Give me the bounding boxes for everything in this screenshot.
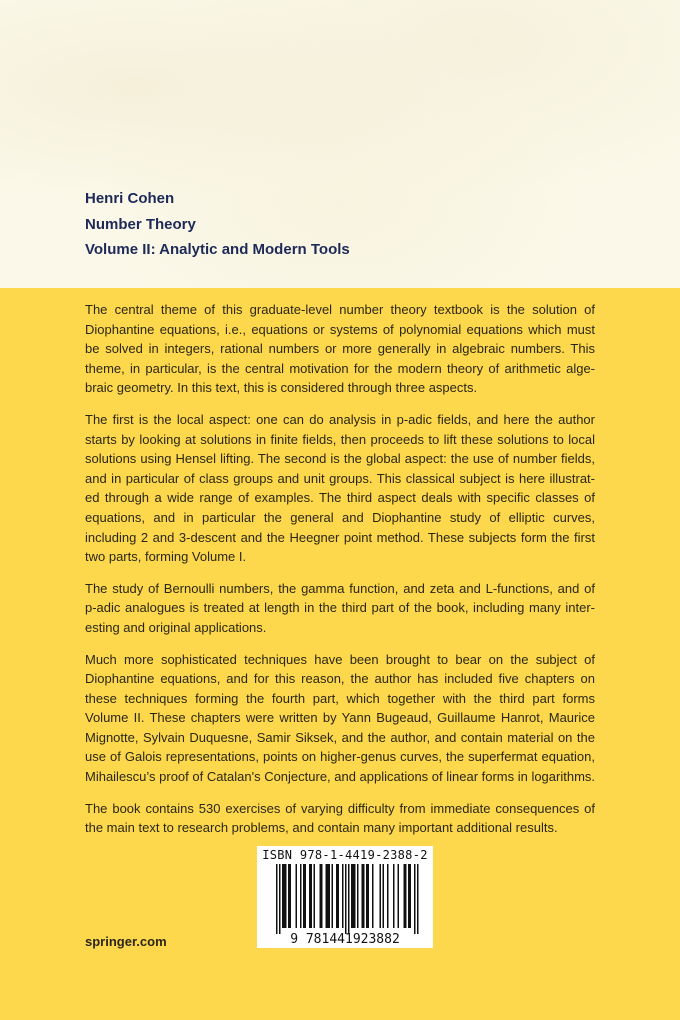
blurb-paragraph <box>85 579 595 638</box>
barcode-bar <box>303 864 305 928</box>
text-line <box>85 689 595 709</box>
text-line <box>85 449 595 469</box>
book-subtitle: Volume II: Analytic and Modern Tools <box>85 241 350 258</box>
barcode-bar <box>348 864 350 934</box>
barcode-bar <box>408 864 410 928</box>
barcode-bar <box>327 864 329 928</box>
barcode-bar <box>353 864 355 928</box>
text-line <box>85 579 595 599</box>
blurb-paragraph <box>85 799 595 838</box>
barcode-digits: 9 781441923882 <box>290 932 400 947</box>
text-line-content: two parts, forming Volume I. <box>85 549 247 565</box>
text-line-content: be solved in integers, rational numbers or more generally in algebraic numbers. This <box>85 341 595 357</box>
text-line-content: The study of Bernoulli numbers, the gamma function, and zeta and L-functions, and of <box>85 580 595 596</box>
text-line <box>85 430 595 450</box>
barcode-bar <box>342 864 344 928</box>
text-line-content: The central theme of this graduate-level number theory textbook is the solution of <box>85 302 595 317</box>
text-line <box>85 618 595 638</box>
text-line <box>85 359 595 379</box>
barcode-bar <box>300 864 302 928</box>
blurb-paragraph <box>85 300 595 398</box>
text-line-content: Volume II. These chapters were written by Yann Bugeaud, Guillaume Hanrot, Maurice <box>85 710 595 726</box>
text-line-content: Mihailescu’s proof of Catalan's Conjecture, and applications of linear forms in logarithms. <box>85 769 595 785</box>
text-line-content: solutions using Hensel lifting. The second is the global aspect: the use of number fields, <box>85 451 595 467</box>
barcode-bar <box>276 864 278 934</box>
barcode-bar <box>296 864 298 928</box>
barcode-bar <box>336 864 338 928</box>
text-line <box>85 528 595 548</box>
text-line <box>85 818 595 838</box>
barcode-bar <box>288 864 290 928</box>
barcode-bar <box>404 864 406 928</box>
text-line <box>85 320 595 340</box>
text-line-content: Diophantine equations, i.e., equations or systems of polynomial equations which must <box>85 321 595 337</box>
barcode-bar <box>372 864 374 928</box>
barcode-bar <box>414 864 416 934</box>
barcode-bar <box>357 864 359 928</box>
text-line <box>85 378 595 398</box>
barcode-bar <box>311 864 313 928</box>
barcode-bar <box>351 864 353 928</box>
text-line-content: the main text to research problems, and contain many important additional results. <box>85 820 558 836</box>
text-line-content: equations, and in particular the general and Diophantine study of elliptic curves, <box>85 509 595 525</box>
text-line <box>85 547 595 567</box>
barcode-bar <box>326 864 328 928</box>
text-line <box>85 708 595 728</box>
text-line <box>85 728 595 748</box>
barcode-bar <box>393 864 395 928</box>
text-line <box>85 469 595 489</box>
text-line-content: Diophantine equations, and for this reason, the author has included five chapters on <box>85 671 595 687</box>
text-line <box>85 747 595 767</box>
barcode-bar <box>398 864 400 928</box>
barcode-bar <box>405 864 407 928</box>
barcode-bar <box>320 864 322 928</box>
barcode-bar <box>321 864 323 928</box>
barcode-bar <box>329 864 331 928</box>
barcode-bar <box>305 864 307 928</box>
barcode-bar <box>309 864 311 928</box>
text-line <box>85 669 595 689</box>
text-line-content: starts by looking at solutions in finite fields, then proceeds to lift these solutions to local <box>85 431 595 447</box>
barcode-bar <box>279 864 281 934</box>
text-line-content: Mignotte, Sylvain Duquesne, Samir Siksek, and the author, and contain material on the <box>85 729 595 745</box>
text-line-content: Much more sophisticated techniques have been brought to bear on the subject of <box>85 651 595 667</box>
text-line-content: ed through a wide range of examples. The third aspect deals with specific classes of <box>85 490 595 506</box>
text-line <box>85 508 595 528</box>
book-title: Number Theory <box>85 215 196 233</box>
text-line-content: use of Galois representations, points on higher-genus curves, the superfermat equation, <box>85 749 595 765</box>
text-line-content: p-adic analogues is treated at length in the third part of the book, including many inter- <box>85 600 595 616</box>
text-line <box>85 300 595 320</box>
barcode-bar <box>366 864 368 928</box>
text-line-content: including 2 and 3-descent and the Heegner point method. These subjects form the first <box>85 529 595 545</box>
text-line <box>85 410 595 430</box>
barcode-bar <box>362 864 364 928</box>
barcode-bar <box>285 864 287 928</box>
text-line-content: and in particular of class groups and unit groups. This classical subject is here illustrat- <box>85 470 595 486</box>
text-line-content: The book contains 530 exercises of varying difficulty from immediate consequences of <box>85 800 595 816</box>
blurb-paragraph <box>85 650 595 787</box>
barcode-bar <box>417 864 419 934</box>
barcode-bar <box>368 864 370 928</box>
barcode-bar <box>354 864 356 928</box>
text-line-content: esting and original applications. <box>85 619 267 635</box>
isbn-barcode <box>257 846 433 948</box>
barcode-bar <box>290 864 292 928</box>
barcode-bar <box>410 864 412 928</box>
barcode-bar <box>383 864 385 928</box>
text-line <box>85 339 595 359</box>
isbn-label: ISBN 978-1-4419-2388-2 <box>262 848 428 862</box>
blurb-text <box>85 300 595 850</box>
barcode-bar <box>387 864 389 928</box>
text-line-content: braic geometry. In this text, this is considered through three aspects. <box>85 380 478 396</box>
text-line <box>85 650 595 670</box>
text-line <box>85 598 595 618</box>
barcode-bar <box>332 864 334 928</box>
barcode-bar <box>284 864 286 928</box>
text-line-content: these techniques forming the fourth part, which together with the third part forms <box>85 690 595 706</box>
publisher-website: springer.com <box>85 934 167 949</box>
barcode-bar <box>314 864 316 928</box>
text-line <box>85 799 595 819</box>
barcode-bar <box>380 864 382 928</box>
text-line-content: The first is the local aspect: one can do analysis in p-adic fields, and here the author <box>85 411 595 427</box>
text-line <box>85 488 595 508</box>
barcode-bar <box>282 864 284 928</box>
title-block <box>85 186 350 263</box>
text-line <box>85 767 595 787</box>
barcode-bar <box>363 864 365 928</box>
barcode-bar <box>345 864 347 934</box>
blurb-paragraph <box>85 410 595 567</box>
text-line-content: theme, in particular, is the central motivation for the modern theory of arithmetic alge- <box>85 360 595 376</box>
barcode-bar <box>338 864 340 928</box>
author-name: Henri Cohen <box>85 190 175 207</box>
